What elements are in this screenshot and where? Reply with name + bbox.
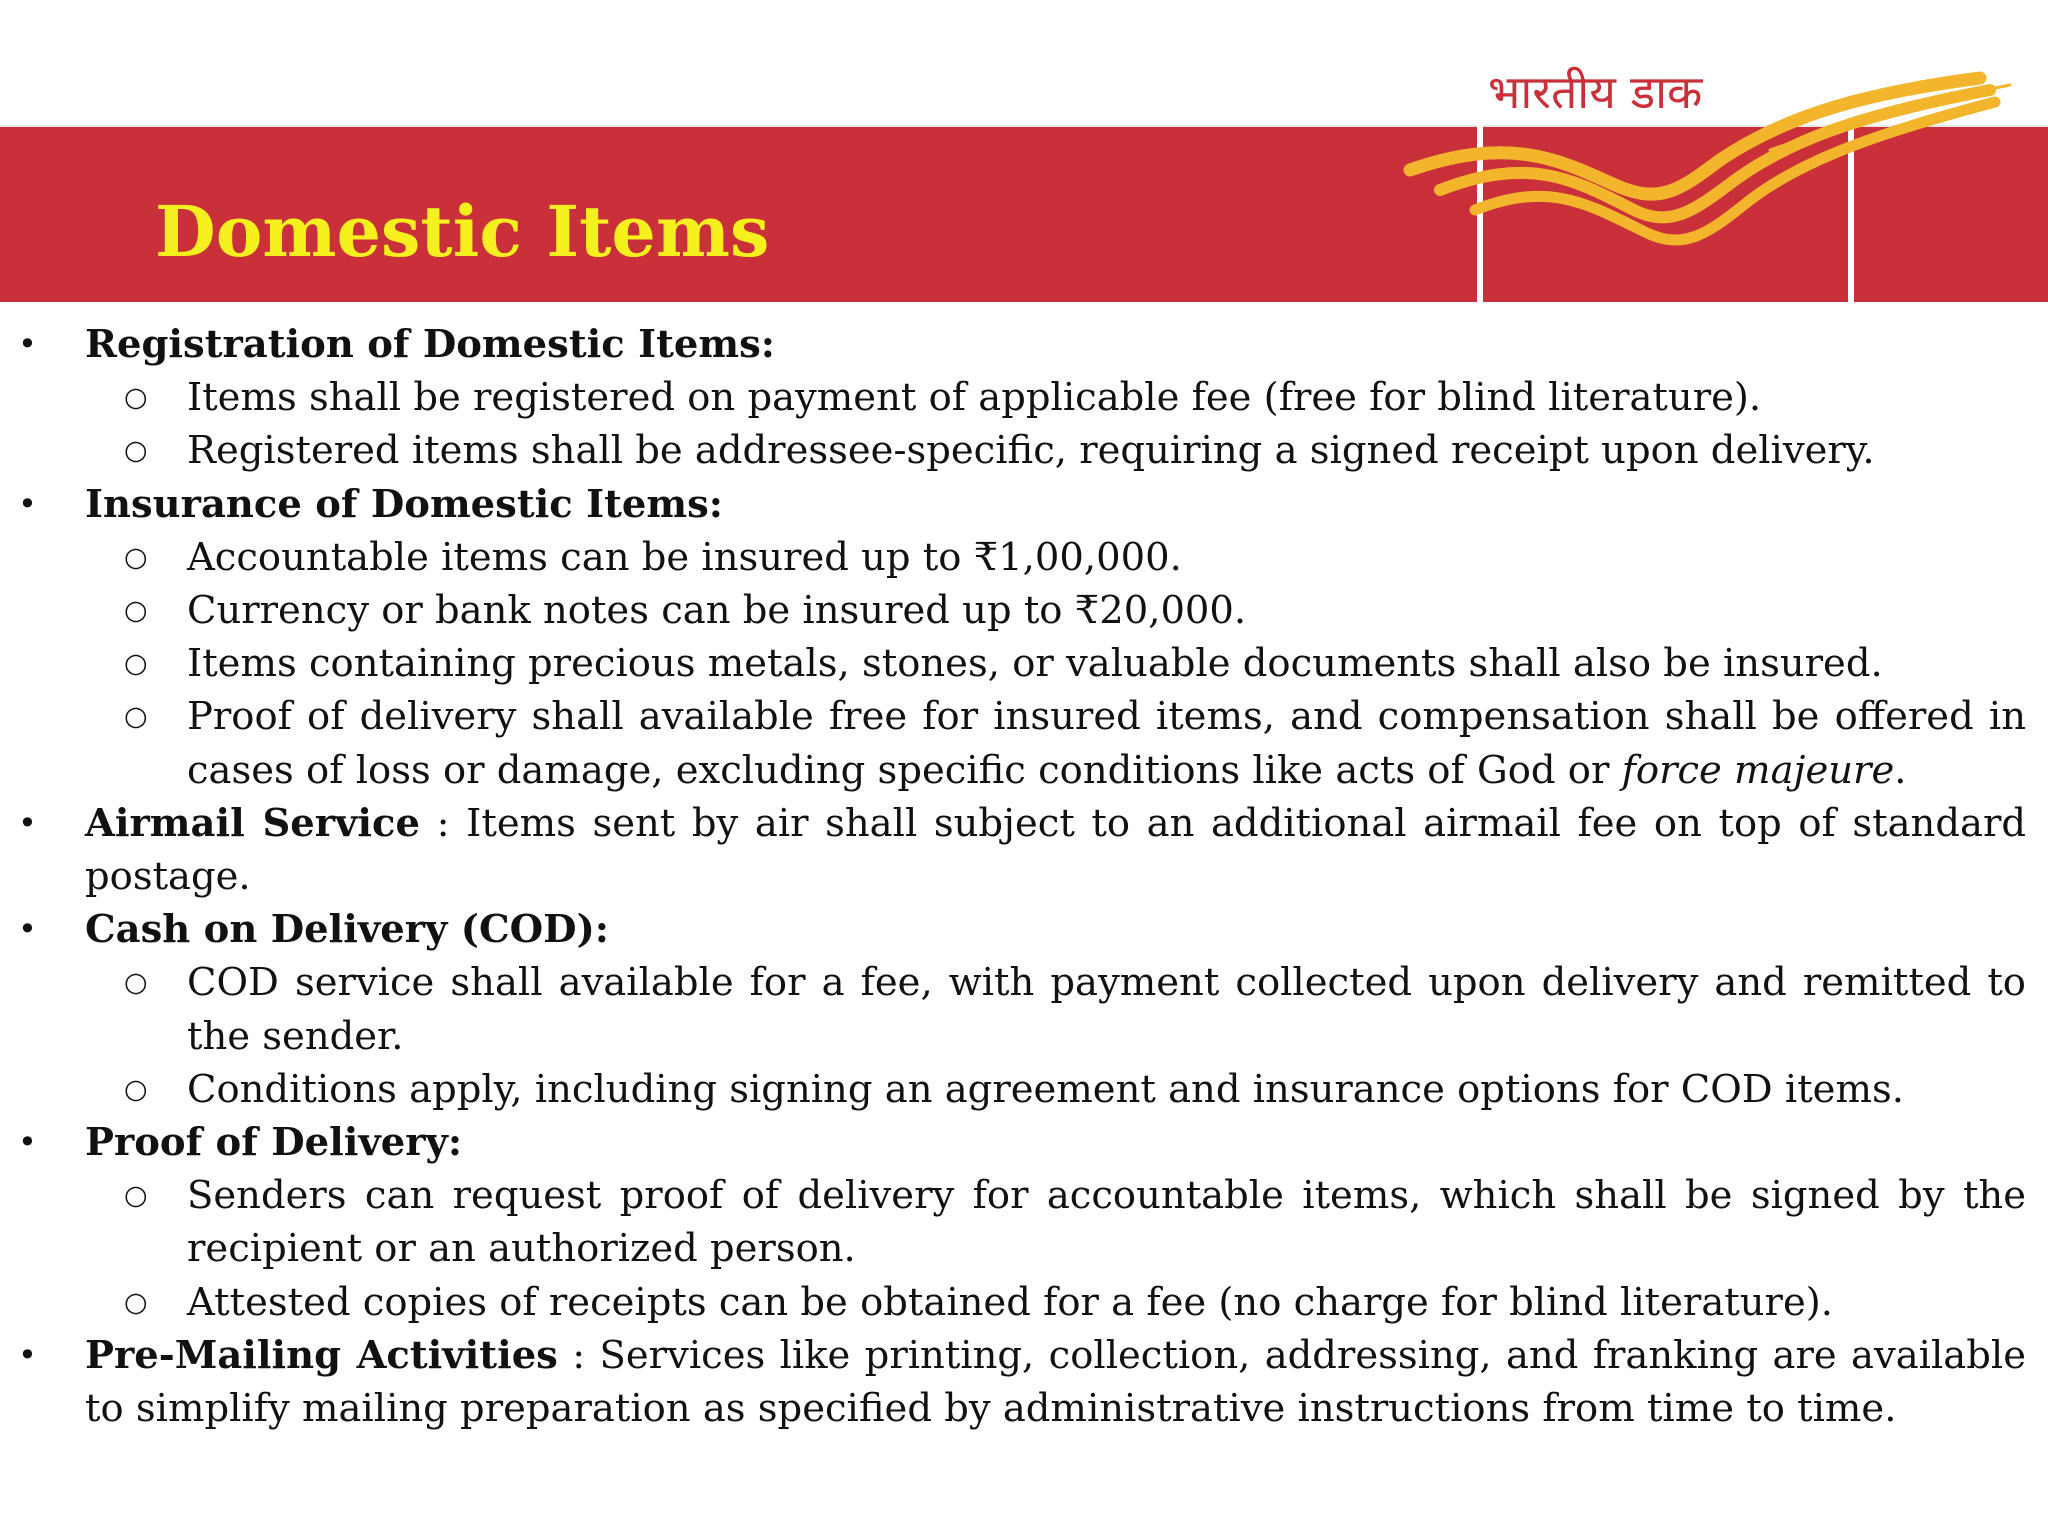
list-item: ○ Registered items shall be addressee-specific, requiring a signed receipt upon delivery. [0, 424, 2026, 477]
list-item: ○ Items shall be registered on payment of applicable fee (free for blind literature). [0, 371, 2026, 424]
section-text: : Services like printing, collection, addressing, and franking are available to simplify mailing preparation as specified by administrative instructions from time to time. [85, 1332, 2026, 1432]
list-item: ○ Accountable items can be insured up to ₹1,00,000. [0, 531, 2026, 584]
content-list [0, 318, 2048, 1435]
india-post-logo-text: भारतीय डाक [1488, 65, 1703, 119]
page-title: Domestic Items [155, 190, 770, 273]
section-heading: Proof of Delivery: [85, 1120, 463, 1166]
section-heading: Airmail Service [85, 800, 420, 846]
punctuation: . [1894, 747, 1907, 793]
list-item-text: Proof of delivery shall available free for insured items, and compensation shall be offered in cases of loss or damage, excluding specific conditions like acts of God or [187, 694, 2026, 793]
section-proof-of-delivery [0, 1116, 2048, 1329]
section-registration [0, 318, 2048, 478]
list-item: ○ Conditions apply, including signing an agreement and insurance options for COD items. [0, 1063, 2026, 1116]
section-cod [0, 903, 2048, 1116]
section-text: : Items sent by air shall subject to an additional airmail fee on top of standard postage. [85, 800, 2027, 900]
list-item: ○ Senders can request proof of delivery for accountable items, which shall be signed by the recipient or an authorized person. [0, 1169, 2026, 1275]
list-item: ○ Currency or bank notes can be insured up to ₹20,000. [0, 584, 2026, 637]
list-item: ○ Attested copies of receipts can be obtained for a fee (no charge for blind literature). [0, 1276, 2026, 1329]
section-heading: Insurance of Domestic Items: [85, 481, 724, 527]
list-item: ○ Items containing precious metals, stones, or valuable documents shall also be insured. [0, 637, 2026, 690]
section-heading: Pre-Mailing Activities [85, 1332, 558, 1378]
list-item [0, 690, 2026, 796]
section-heading: Cash on Delivery (COD): [85, 907, 609, 953]
list-item: ○ COD service shall available for a fee, with payment collected upon delivery and remitted to the sender. [0, 956, 2026, 1062]
section-pre-mailing [0, 1329, 2048, 1435]
section-insurance [0, 478, 2048, 797]
section-heading: Registration of Domestic Items: [85, 322, 775, 367]
india-post-logo-icon [1390, 40, 2030, 310]
italic-term: force majeure [1621, 747, 1895, 793]
section-airmail [0, 797, 2048, 903]
